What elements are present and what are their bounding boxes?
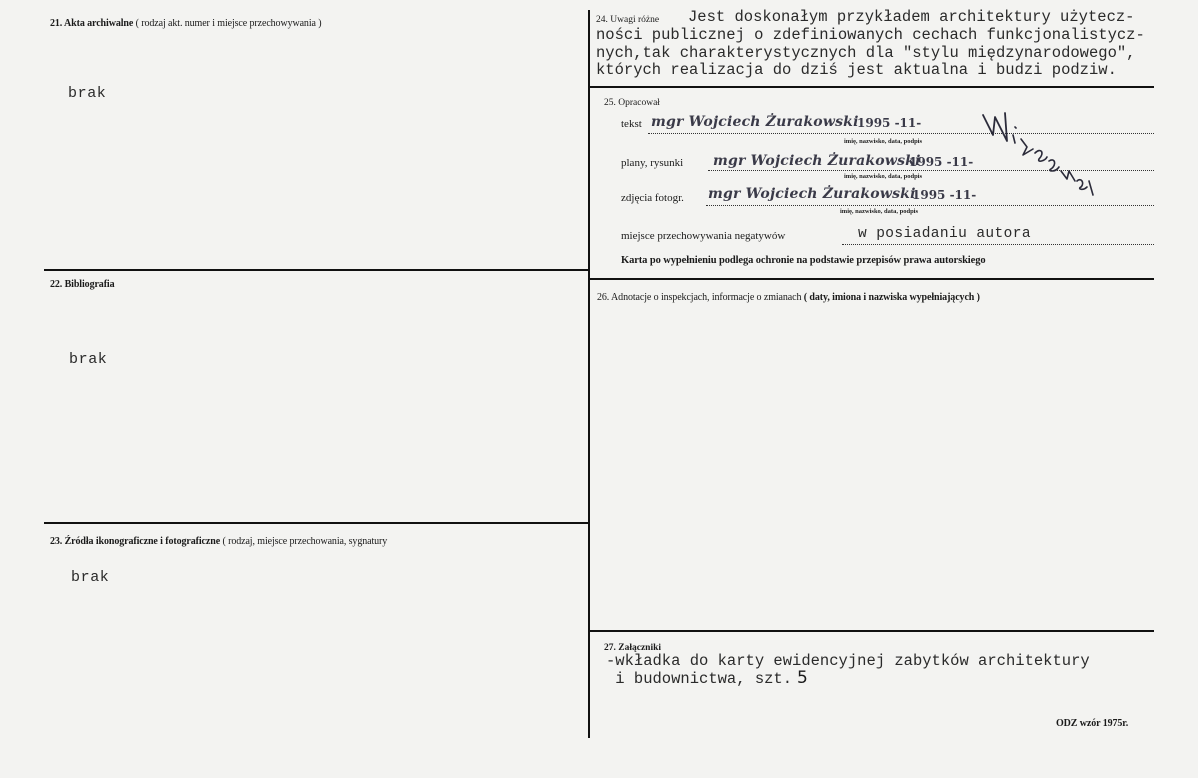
section-22-value: brak (69, 351, 108, 368)
divider-25-26 (590, 278, 1154, 280)
attachment-count: 5 (797, 668, 808, 688)
divider-26-27 (590, 630, 1154, 632)
negatives-value: w posiadaniu autora (858, 226, 1031, 242)
section-25-label: 25. Opracował (604, 98, 660, 108)
author-row-plans-name: mgr Wojciech Żurakowski (713, 153, 921, 169)
section-21-label (50, 18, 321, 29)
section-24-line-3: nych,tak charakterystycznych dla "stylu międzynarodowego", (596, 43, 1136, 62)
section-27-line-2-text: i budownictwa, szt. (606, 670, 793, 688)
form-code: ODZ wzór 1975r. (1056, 718, 1129, 729)
section-23-note: ( rodzaj, miejsce przechowania, sygnatury (222, 536, 388, 547)
copyright-note: Karta po wypełnieniu podlega ochronie na podstawie przepisów prawa autorskiego (621, 255, 986, 266)
section-24-line-4: których realizacja do dziś jest aktualna i budzi podziw. (596, 61, 1117, 79)
author-row-plans-label: plany, rysunki (621, 157, 684, 169)
divider-22-23 (44, 522, 590, 524)
author-row-plans-date: 1995 -11- (909, 155, 974, 169)
section-23-value: brak (71, 569, 110, 586)
author-signature (965, 95, 1105, 205)
author-row-text-label: tekst (621, 118, 642, 130)
section-21-title: 21. Akta archiwalne (50, 18, 134, 29)
author-row-photos-label: zdjęcia fotogr. (621, 192, 684, 204)
negatives-line (842, 244, 1154, 245)
section-21-note: ( rodzaj akt. numer i miejsce przechowywania ) (135, 18, 322, 29)
author-row-photos-line (706, 205, 1154, 206)
section-24-line-1: Jest doskonałym przykładem architektury użytecz- (688, 8, 1135, 26)
divider-21-22 (44, 269, 590, 271)
section-23-label (50, 536, 387, 547)
center-divider (588, 10, 590, 738)
author-row-text-name: mgr Wojciech Żurakowski (651, 114, 859, 130)
author-row-photos-hint: imię, nazwisko, data, podpis (840, 208, 919, 215)
section-24-label: 24. Uwagi różne (596, 15, 660, 25)
divider-24-25 (590, 86, 1154, 88)
section-27-line-1: -wkładka do karty ewidencyjnej zabytków architektury (606, 652, 1090, 670)
section-23-title: 23. Źródła ikonograficzne i fotograficzne (50, 536, 221, 547)
author-row-photos-date: 1995 -11- (912, 188, 977, 202)
section-26-label (597, 292, 980, 303)
author-row-text-date: 1995 -11- (857, 116, 922, 130)
section-24-line-2: ności publicznej o zdefiniowanych cechach funkcjonalistycz- (596, 26, 1145, 44)
section-26-note: ( daty, imiona i nazwiska wypełniających ) (803, 292, 980, 303)
section-21-value: brak (68, 85, 107, 102)
section-26-title: 26. Adnotacje o inspekcjach, informacje o zmianach (597, 292, 802, 303)
author-row-plans-hint: imię, nazwisko, data, podpis (844, 173, 923, 180)
section-27-line-2 (606, 670, 808, 689)
author-row-photos-name: mgr Wojciech Żurakowski (708, 186, 916, 202)
negatives-label: miejsce przechowywania negatywów (621, 230, 786, 242)
author-row-text-hint: imię, nazwisko, data, podpis (844, 138, 923, 145)
section-27-label: 27. Załączniki (604, 643, 662, 653)
section-22-label: 22. Bibliografia (50, 279, 115, 290)
